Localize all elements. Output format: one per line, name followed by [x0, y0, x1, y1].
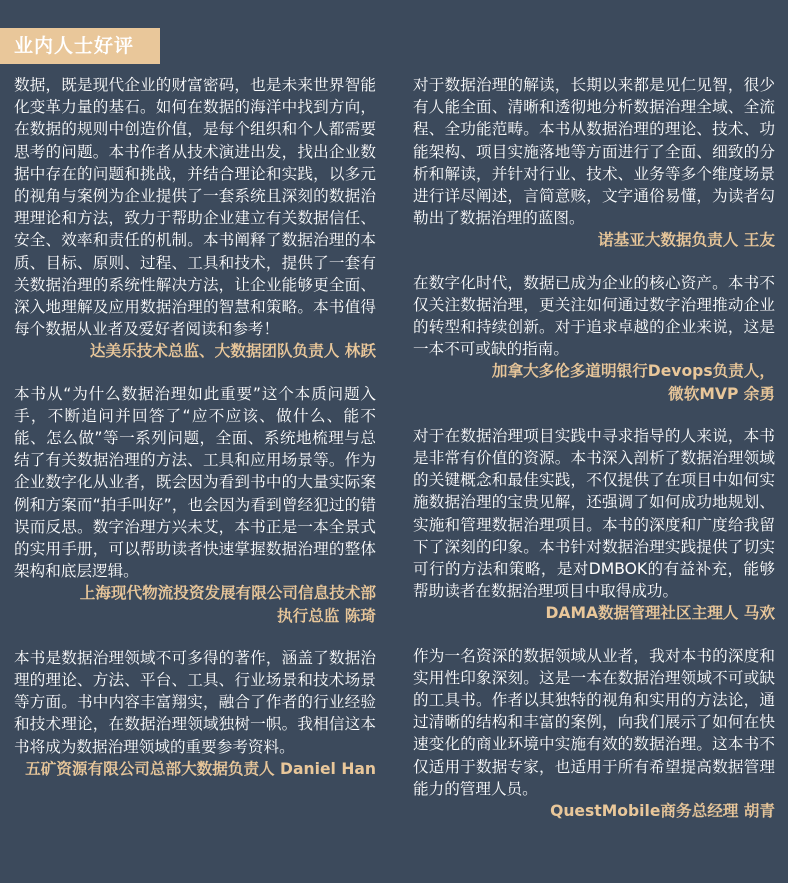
review-text: 数据，既是现代企业的财富密码，也是未来世界智能化变革力量的基石。如何在数据的海洋中找到方向，在数据的规则中创造价值，是每个组织和个人都需要思考的问题。本书作者从技术演进出发，找出企业数据中存在的问题和挑战，并结合理论和实践，以多元的视角与案例为企业提供了一套系统且深刻的数据治理理论和方法，致力于帮助企业建立有关数据信任、安全、效率和责任的机制。本书阐释了数据治理的本质、目标、原则、过程、工具和技术，提供了一套有关数据治理的系统性解决方法，让企业能够更全面、深入地理解及应用数据治理的智慧和策略。本书值得每个数据从业者及爱好者阅读和参考！: [14, 76, 376, 339]
review-text: 作为一名资深的数据领域从业者，我对本书的深度和实用性印象深刻。这是一本在数据治理领域不可或缺的工具书。作者以其独特的视角和实用的方法论，通过清晰的结构和丰富的案例，向我们展示了如何在快速变化的商业环境中实施有效的数据治理。这本书不仅适用于数据专家，也适用于所有希望提高数据管理能力的管理人员。: [413, 646, 775, 798]
review-card: [413, 272, 775, 405]
review-author: 五矿资源有限公司总部大数据负责人 Daniel Han: [25, 759, 376, 778]
review-author: 上海现代物流投资发展有限公司信息技术部: [79, 584, 376, 603]
header-banner: [0, 28, 160, 64]
review-text: 本书是数据治理领域不可多得的著作，涵盖了数据治理的理论、方法、平台、工具、行业场景和技术场景等方面。书中内容丰富翔实，融合了作者的行业经验和技术理论，在数据治理领域独树一帜。我相信这本书将成为数据治理领域的重要参考资料。: [14, 648, 376, 756]
review-author: QuestMobile商务总经理 胡青: [550, 802, 775, 821]
review-author: DAMA数据管理社区主理人 马欢: [545, 604, 775, 623]
review-card: [413, 645, 775, 823]
review-text: 对于在数据治理项目实践中寻求指导的人来说，本书是非常有价值的资源。本书深入剖析了数据治理领域的关键概念和最佳实践，不仅提供了在项目中如何实施数据治理的宝贵见解，还强调了如何成功地规划、实施和管理数据治理项目。本书的深度和广度给我留下了深刻的印象。本书针对数据治理实践提供了切实可行的方法和策略，是对DMBOK的有益补充，能够帮助读者在数据治理项目中取得成功。: [413, 426, 775, 601]
page-title: 业内人士好评: [14, 35, 135, 57]
review-author: 达美乐技术总监、大数据团队负责人 林跃: [89, 342, 376, 361]
review-text: 在数字化时代，数据已成为企业的核心资产。本书不仅关注数据治理，更关注如何通过数字治理推动企业的转型和持续创新。对于追求卓越的企业来说，这是一本不可或缺的指南。: [413, 273, 775, 359]
review-author-title: 执行总监 陈琦: [277, 606, 376, 625]
review-author: 诺基亚大数据负责人 王友: [598, 231, 775, 250]
review-text: 对于数据治理的解读，长期以来都是见仁见智，很少有人能全面、清晰和透彻地分析数据治理全域、全流程、全功能范畴。本书从数据治理的理论、技术、功能架构、项目实施落地等方面进行了全面、细致的分析和解读，并针对行业、技术、业务等多个维度场景进行详尽阐述，言简意赅，文字通俗易懂，为读者勾勒出了数据治理的蓝图。: [413, 76, 775, 228]
review-text: 本书从“为什么数据治理如此重要”这个本质问题入手，不断追问并回答了“应不应该、做什么、能不能、怎么做”等一系列问题，全面、系统地梳理与总结了有关数据治理的方法、工具和应用场景等。作为企业数字化从业者，既会因为看到书中的大量实际案例和方案而“拍手叫好”，也会因为看到曾经犯过的错误而反思。数字治理方兴未艾，本书正是一本全景式的实用手册，可以帮助读者快速掌握数据治理的整体架构和底层逻辑。: [14, 384, 376, 581]
review-card: [14, 74, 376, 363]
review-card: [413, 425, 775, 625]
review-card: [14, 647, 376, 780]
review-author: 加拿大多伦多道明银行Devops负责人，: [491, 362, 775, 381]
review-card: [14, 383, 376, 627]
left-column: [14, 74, 376, 780]
review-card: [413, 74, 775, 252]
review-author-title: 微软MVP 余勇: [668, 384, 775, 403]
right-column: [413, 74, 775, 822]
